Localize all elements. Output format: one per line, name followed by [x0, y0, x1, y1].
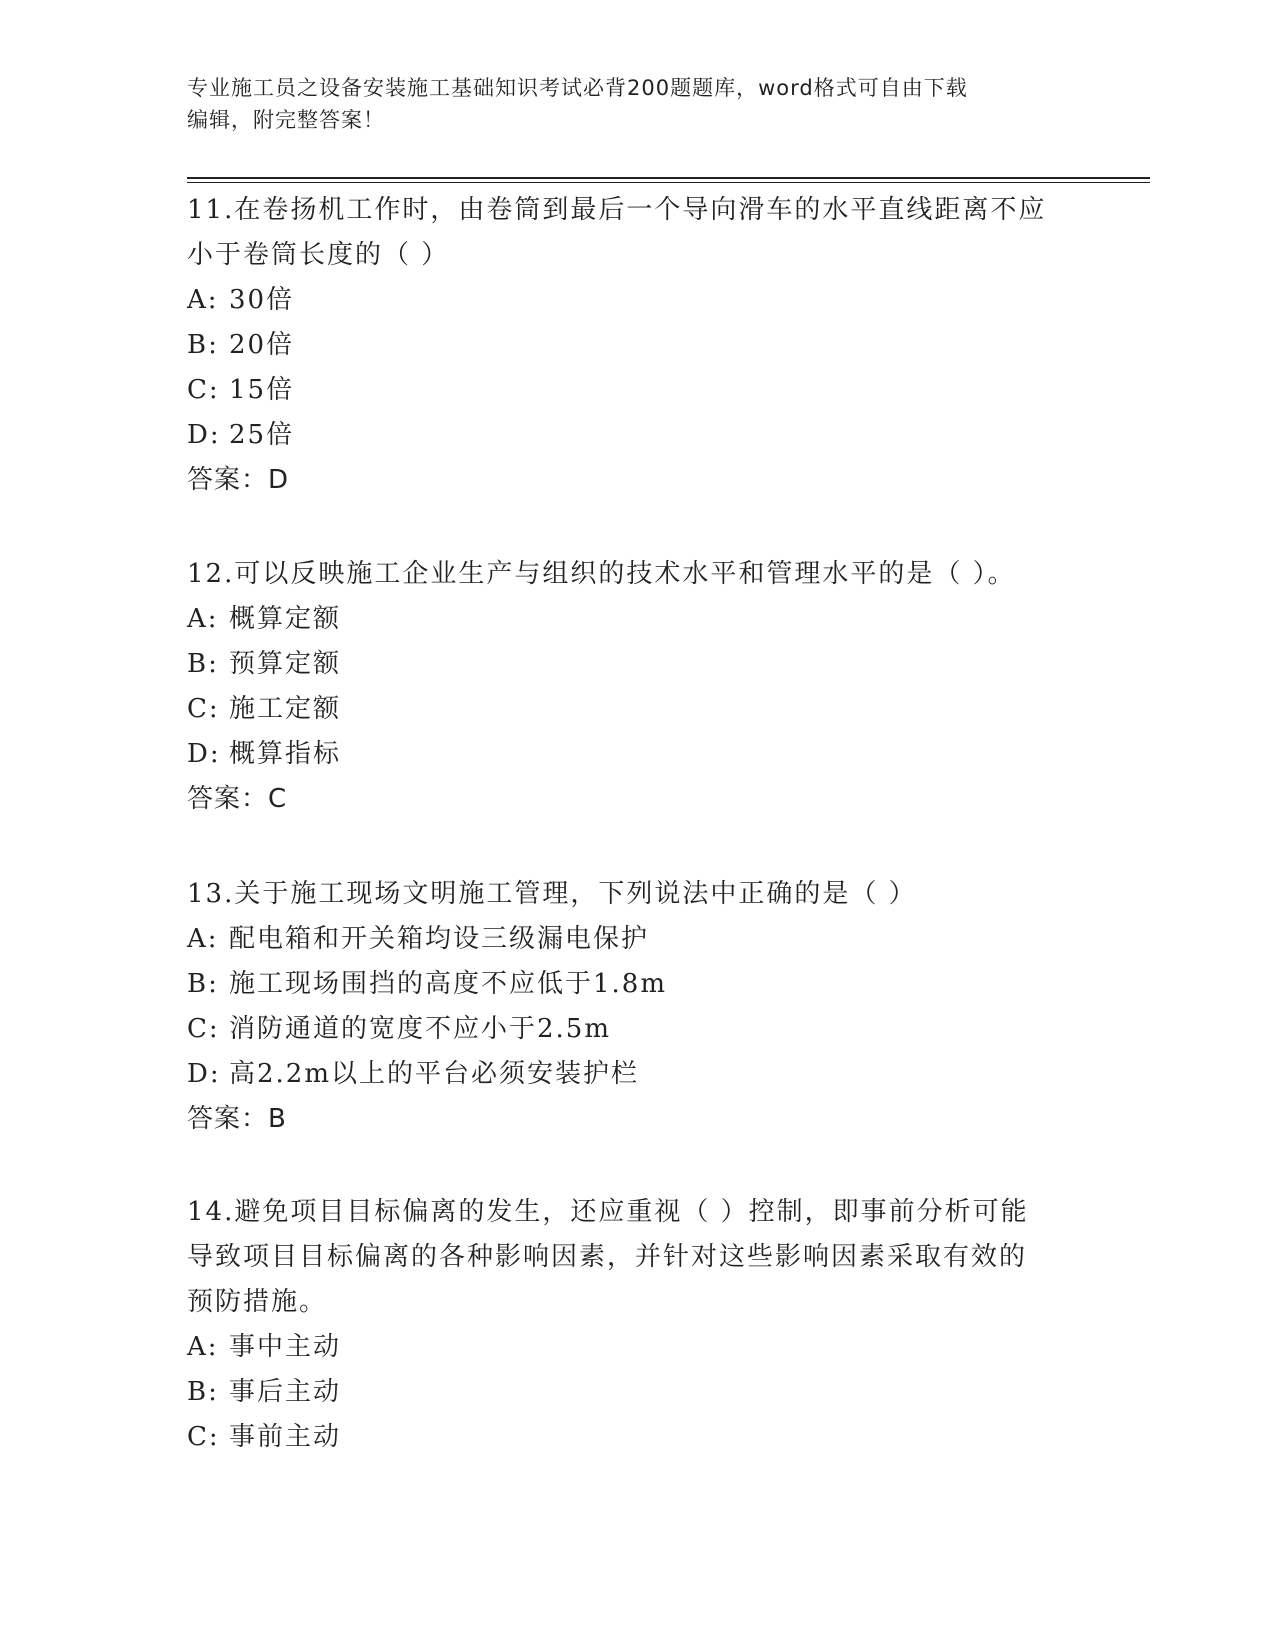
option-a	[187, 1325, 1067, 1370]
option-text: 30倍	[229, 285, 295, 315]
option-letter: C:	[187, 1422, 220, 1452]
option-text: 配电箱和开关箱均设三级漏电保护	[229, 924, 650, 954]
option-text: 高2.2m以上的平台必须安装护栏	[229, 1059, 640, 1089]
option-letter: A:	[187, 1332, 219, 1362]
header-divider-thin	[187, 182, 1150, 183]
option-c	[187, 1007, 1067, 1052]
option-c	[187, 368, 1067, 413]
answer-line: 答案：C	[187, 784, 288, 814]
option-b	[187, 642, 1067, 687]
option-letter: D:	[187, 1059, 221, 1089]
option-letter: B:	[187, 969, 219, 999]
question-text-line: 14.避免项目目标偏离的发生，还应重视（ ）控制，即事前分析可能	[187, 1197, 1029, 1227]
header-line-2: 编辑，附完整答案！	[187, 108, 385, 132]
option-d	[187, 732, 1067, 777]
question-text-line: 13.关于施工现场文明施工管理，下列说法中正确的是（ ）	[187, 879, 917, 909]
option-text: 事后主动	[229, 1377, 342, 1407]
question-text-line: 12.可以反映施工企业生产与组织的技术水平和管理水平的是（ ）。	[187, 559, 1016, 589]
answer-line: 答案：D	[187, 465, 290, 495]
option-c	[187, 687, 1067, 732]
option-b	[187, 323, 1067, 368]
option-text: 事前主动	[229, 1422, 342, 1452]
option-letter: C:	[187, 1014, 220, 1044]
question-text-line: 小于卷筒长度的（ ）	[187, 240, 450, 270]
option-text: 消防通道的宽度不应小于2.5m	[229, 1014, 612, 1044]
option-d	[187, 413, 1067, 458]
header-divider-thick	[187, 177, 1150, 179]
option-text: 预算定额	[229, 649, 342, 679]
option-letter: C:	[187, 375, 220, 405]
answer-line: 答案：B	[187, 1104, 287, 1134]
option-letter: B:	[187, 330, 219, 360]
option-text: 15倍	[229, 375, 295, 405]
option-d	[187, 1052, 1067, 1097]
option-text: 施工定额	[229, 694, 342, 724]
option-b	[187, 1370, 1067, 1415]
document-header	[187, 72, 1067, 136]
option-b	[187, 962, 1067, 1007]
option-text: 概算指标	[229, 739, 342, 769]
option-a	[187, 278, 1067, 323]
question-text-line: 预防措施。	[187, 1287, 328, 1317]
question-text-line: 导致项目目标偏离的各种影响因素，并针对这些影响因素采取有效的	[187, 1242, 1028, 1272]
option-letter: B:	[187, 1377, 219, 1407]
option-text: 20倍	[229, 330, 295, 360]
question-11	[187, 188, 1067, 503]
option-text: 事中主动	[229, 1332, 342, 1362]
question-12	[187, 552, 1067, 822]
option-c	[187, 1415, 1067, 1460]
option-letter: A:	[187, 285, 219, 315]
option-text: 施工现场围挡的高度不应低于1.8m	[229, 969, 668, 999]
option-letter: D:	[187, 420, 221, 450]
question-13	[187, 872, 1067, 1142]
header-line-1: 专业施工员之设备安装施工基础知识考试必背200题题库，word格式可自由下载	[187, 76, 968, 100]
option-letter: C:	[187, 694, 220, 724]
option-text: 25倍	[229, 420, 295, 450]
option-text: 概算定额	[229, 604, 342, 634]
question-14	[187, 1190, 1067, 1460]
option-letter: A:	[187, 604, 219, 634]
option-letter: D:	[187, 739, 221, 769]
option-letter: B:	[187, 649, 219, 679]
option-a	[187, 597, 1067, 642]
question-text-line: 11.在卷扬机工作时，由卷筒到最后一个导向滑车的水平直线距离不应	[187, 195, 1047, 225]
option-letter: A:	[187, 924, 219, 954]
option-a	[187, 917, 1067, 962]
